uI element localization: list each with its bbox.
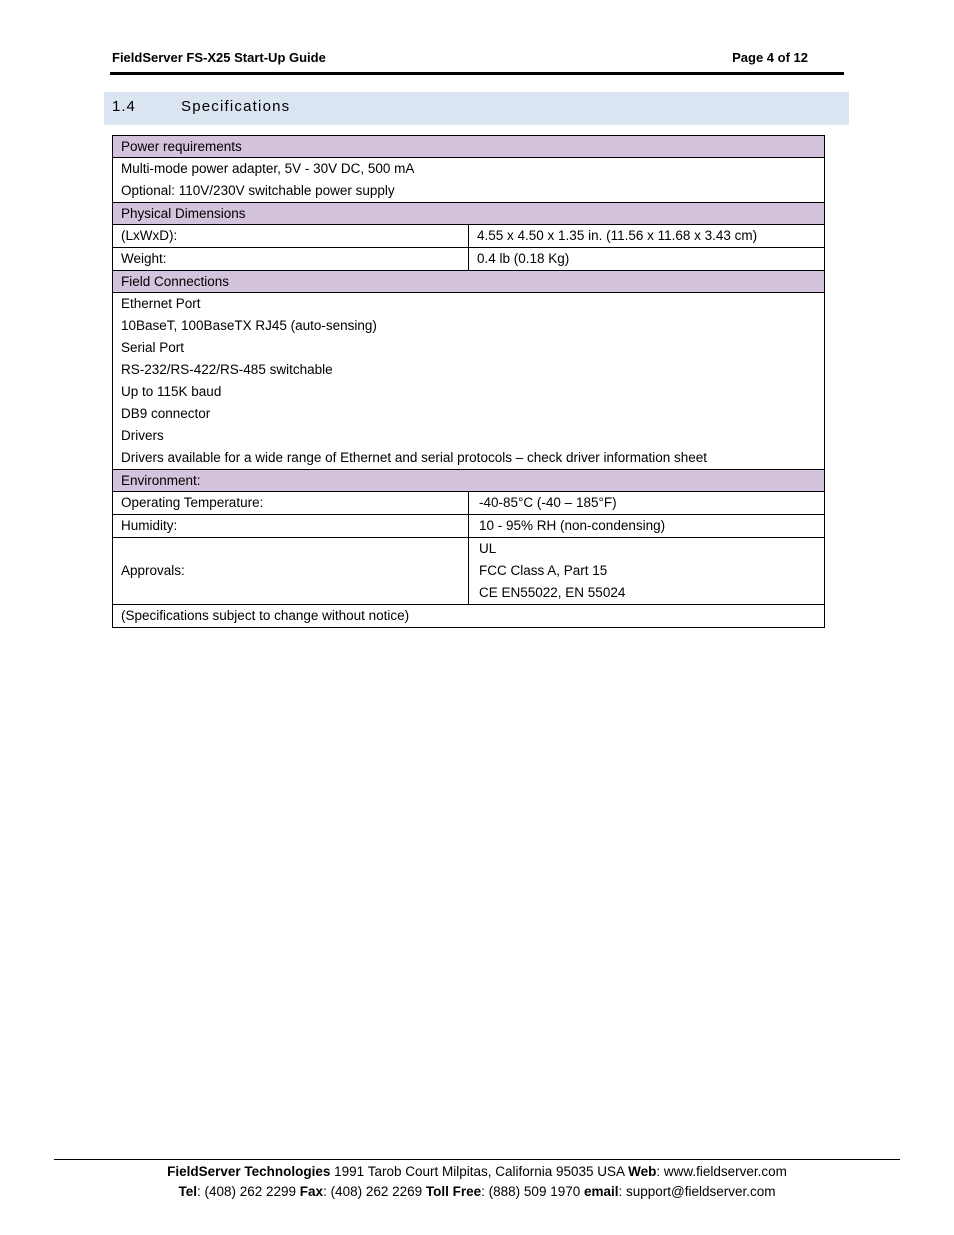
tel-label: Tel [178,1183,197,1199]
field-line: 10BaseT, 100BaseTX RJ45 (auto-sensing) [121,318,377,333]
field-connections-cell [113,293,825,470]
footer-divider [54,1159,900,1160]
page-number: Page 4 of 12 [732,50,808,65]
web-label: Web [628,1164,657,1179]
page-header [112,50,808,68]
section-number: 1.4 [112,98,136,115]
field-line: Drivers available for a wide range of Ethernet and serial protocols – check driver information sheet [121,450,708,465]
specifications-table [112,135,825,628]
tollfree-label: Toll Free [425,1183,482,1199]
page-footer [54,1162,900,1201]
table-row [113,605,825,628]
field-line: RS-232/RS-422/RS-485 switchable [121,362,333,377]
fax-label: Fax [299,1183,324,1199]
company-address: 1991 Tarob Court Milpitas, California 95035 USA [330,1164,629,1179]
table-row [113,492,825,515]
footer-line-2 [54,1182,900,1202]
table-row [113,538,825,605]
power-requirements-cell [113,158,825,203]
specifications-note: (Specifications subject to change without notice) [113,605,825,628]
field-line: Ethernet Port [121,296,201,311]
tollfree-number: : (888) 509 1970 [481,1183,584,1199]
power-line: Multi-mode power adapter, 5V - 30V DC, 500 mA [121,161,415,176]
approval-line: FCC Class A, Part 15 [479,563,608,578]
field-connections-header: Field Connections [113,271,825,293]
table-header-row [113,203,825,225]
table-row [113,293,825,470]
fax-number: : (408) 262 2269 [323,1183,426,1199]
power-line: Optional: 110V/230V switchable power supply [121,183,395,198]
table-header-row [113,470,825,492]
approvals-label: Approvals: [113,538,469,605]
table-header-row [113,136,825,158]
table-row [113,515,825,538]
table-row [113,248,825,271]
physical-dimensions-header: Physical Dimensions [113,203,825,225]
tel-number: : (408) 262 2299 [196,1183,300,1199]
table-row [113,158,825,203]
approval-line: UL [479,541,497,556]
web-address: : www.fieldserver.com [656,1164,787,1179]
environment-header: Environment: [113,470,825,492]
company-name: FieldServer Technologies [167,1164,331,1179]
footer-line-1 [54,1162,900,1182]
field-line: Drivers [121,428,164,443]
field-line: Up to 115K baud [121,384,222,399]
field-line: DB9 connector [121,406,211,421]
temperature-label: Operating Temperature: [113,492,469,515]
dimensions-value: 4.55 x 4.50 x 1.35 in. (11.56 x 11.68 x 3.43 cm) [469,225,825,248]
table-row [113,225,825,248]
field-line: Serial Port [121,340,185,355]
header-divider [110,72,844,75]
section-title: Specifications [181,98,291,115]
weight-label: Weight: [113,248,469,271]
dimensions-label: (LxWxD): [113,225,469,248]
humidity-value: 10 - 95% RH (non-condensing) [469,515,825,538]
temperature-value: -40-85°C (-40 – 185°F) [469,492,825,515]
weight-value: 0.4 lb (0.18 Kg) [469,248,825,271]
approvals-value [469,538,825,605]
humidity-label: Humidity: [113,515,469,538]
section-heading [104,92,849,125]
table-header-row [113,271,825,293]
approval-line: CE EN55022, EN 55024 [479,585,626,600]
email-label: email [583,1183,619,1199]
document-title: FieldServer FS-X25 Start-Up Guide [112,50,326,65]
power-requirements-header: Power requirements [113,136,825,158]
email-address: : support@fieldserver.com [618,1183,776,1199]
